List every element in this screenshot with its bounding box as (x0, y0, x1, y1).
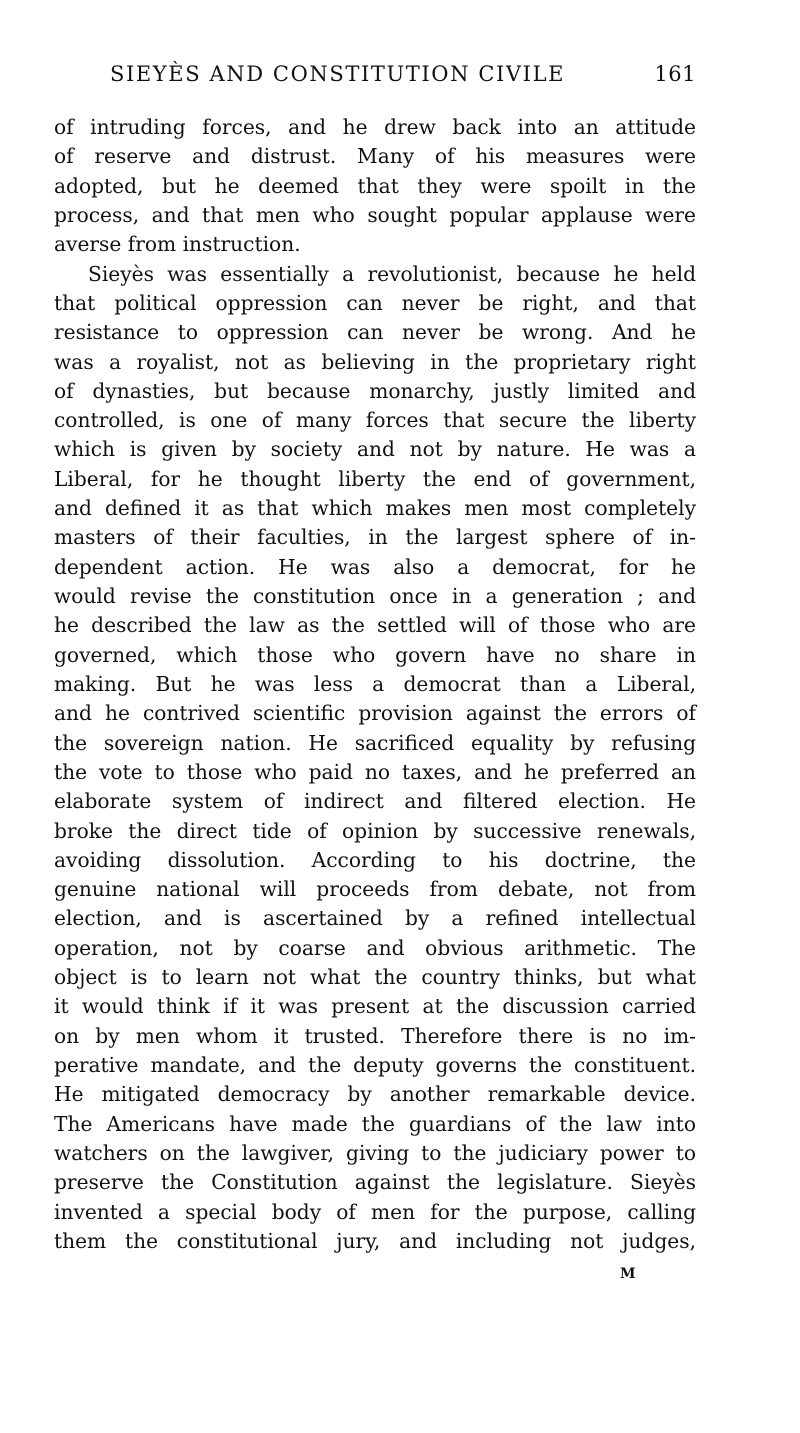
text-line: Sieyès was essentially a revolutionist, because he held (88, 261, 696, 286)
text-line: The Americans have made the guardians of the law into (54, 1111, 696, 1136)
text-line: masters of their faculties, in the largest sphere of in- (54, 525, 696, 550)
text-line: broke the direct tide of opinion by successive renewals, (54, 818, 696, 843)
text-line: of dynasties, but because monarchy, justly limited and (54, 378, 696, 403)
running-title: SIEYÈS AND CONSTITUTION CIVILE (110, 62, 566, 86)
text-line: averse from instruction. (54, 232, 301, 257)
text-line: genuine national will proceeds from debate, not from (54, 877, 696, 902)
text-line: dependent action. He was also a democrat, for he (54, 554, 696, 579)
text-line: controlled, is one of many forces that secure the liberty (54, 408, 696, 433)
running-head (54, 62, 696, 96)
page-number: 161 (654, 62, 696, 86)
text-line: would revise the constitution once in a generation ; and (54, 584, 696, 608)
text-line: of intruding forces, and he drew back into an attitude (54, 115, 696, 139)
text-line: He mitigated democracy by another remarkable device. (54, 1082, 696, 1107)
text-line: and he contrived scientific provision against the errors of (54, 701, 696, 726)
text-line: elaborate system of indirect and filtered election. He (54, 789, 696, 814)
text-line: of reserve and distrust. Many of his measures were (54, 144, 696, 169)
text-line: them the constitutional jury, and including not judges, (54, 1228, 696, 1253)
text-line: the sovereign nation. He sacrificed equality by refusing (54, 730, 696, 755)
text-line: it would think if it was present at the discussion carried (54, 994, 696, 1019)
text-line: perative mandate, and the deputy governs the constituent. (54, 1053, 696, 1077)
text-line: governed, which those who govern have no share in (54, 642, 696, 667)
text-line: making. But he was less a democrat than a Liberal, (54, 671, 696, 696)
text-line: adopted, but he deemed that they were spoilt in the (54, 173, 696, 198)
signature-mark: M (620, 1266, 636, 1282)
text-line: Liberal, for he thought liberty the end of government, (54, 466, 696, 491)
text-line: the vote to those who paid no taxes, and he preferred an (54, 759, 696, 784)
text-line: was a royalist, not as believing in the proprietary right (54, 349, 696, 374)
text-line: object is to learn not what the country thinks, but what (54, 965, 696, 990)
text-line: on by men whom it trusted. Therefore there is no im- (54, 1023, 696, 1048)
text-line: and defined it as that which makes men most completely (54, 496, 696, 521)
text-line: avoiding dissolution. According to his doctrine, the (54, 847, 696, 872)
body-text (54, 113, 696, 1256)
text-line: election, and is ascertained by a refined intellectual (54, 906, 696, 931)
text-line: that political oppression can never be right, and that (54, 290, 696, 315)
text-line: process, and that men who sought popular applause were (54, 202, 696, 227)
text-line: resistance to oppression can never be wrong. And he (54, 320, 696, 345)
text-line: watchers on the lawgiver, giving to the judiciary power to (54, 1140, 696, 1165)
text-line: which is given by society and not by nature. He was a (54, 437, 696, 462)
text-line: preserve the Constitution against the legislature. Sieyès (54, 1170, 696, 1195)
text-line: invented a special body of men for the purpose, calling (54, 1199, 696, 1224)
text-line: operation, not by coarse and obvious arithmetic. The (54, 935, 696, 960)
paragraph-1 (54, 113, 696, 260)
paragraph-2 (54, 260, 696, 1257)
text-line: he described the law as the settled will of those who are (54, 613, 696, 638)
